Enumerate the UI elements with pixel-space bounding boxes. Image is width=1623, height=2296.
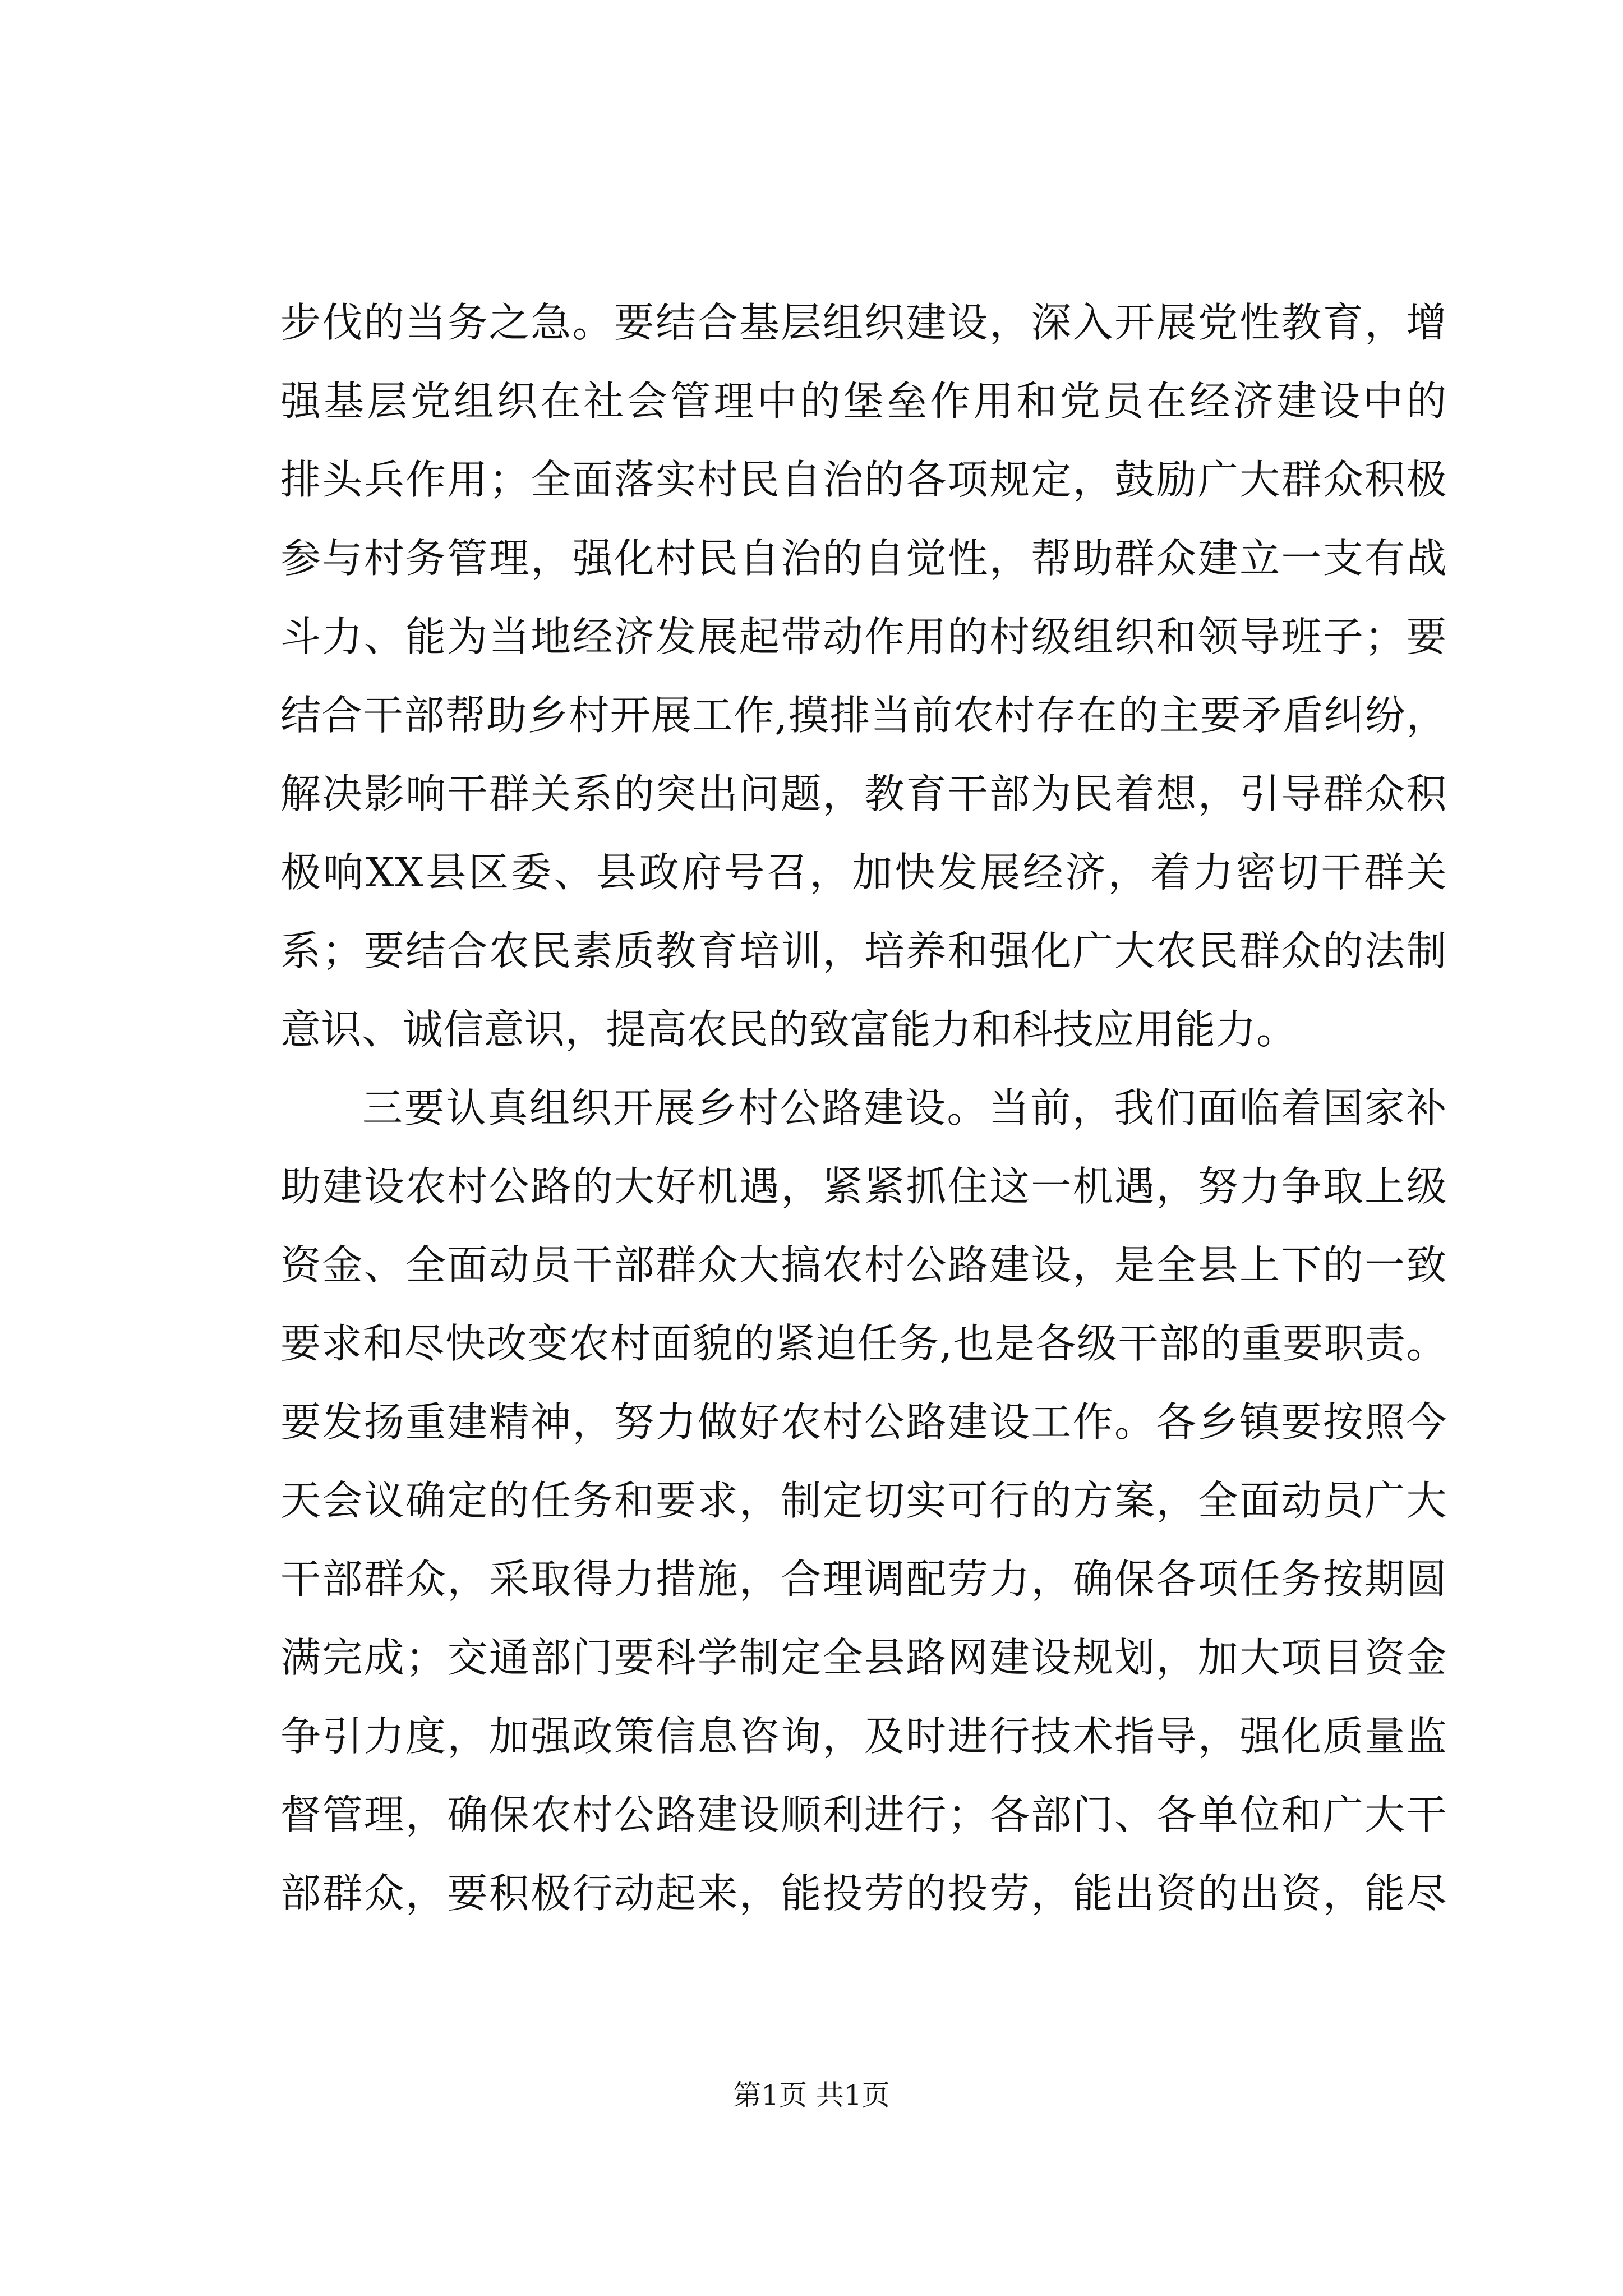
text-line: 参与村务管理，强化村民自治的自觉性，帮助群众建立一支有战 bbox=[280, 535, 1447, 582]
text-line: 排头兵作用；全面落实村民自治的各项规定，鼓励广大群众积极 bbox=[280, 456, 1447, 503]
text-line: 要发扬重建精神，努力做好农村公路建设工作。各乡镇要按照今 bbox=[280, 1398, 1447, 1446]
page-footer bbox=[0, 2076, 1623, 2115]
text-line: 天会议确定的任务和要求，制定切实可行的方案，全面动员广大 bbox=[280, 1477, 1447, 1524]
text-line: 强基层党组织在社会管理中的堡垒作用和党员在经济建设中的 bbox=[280, 378, 1447, 425]
body-text bbox=[280, 283, 1447, 1932]
text-line: 步伐的当务之急。要结合基层组织建设，深入开展党性教育，增 bbox=[280, 299, 1447, 346]
text-line: 意识、诚信意识，提高农民的致富能力和科技应用能力。 bbox=[280, 1006, 1297, 1053]
text-line: 助建设农村公路的大好机遇，紧紧抓住这一机遇，努力争取上级 bbox=[280, 1163, 1447, 1210]
page-number: 第1页 共1页 bbox=[733, 2079, 890, 2111]
text-line: 三要认真组织开展乡村公路建设。当前，我们面临着国家补 bbox=[362, 1084, 1447, 1131]
text-line: 争引力度，加强政策信息咨询，及时进行技术指导，强化质量监 bbox=[280, 1713, 1447, 1760]
text-line: 斗力、能为当地经济发展起带动作用的村级组织和领导班子；要 bbox=[280, 613, 1447, 660]
text-line: 极响XX县区委、县政府号召，加快发展经济，着力密切干群关 bbox=[280, 849, 1447, 896]
text-line: 督管理，确保农村公路建设顺利进行；各部门、各单位和广大干 bbox=[280, 1791, 1447, 1838]
text-line: 干部群众，采取得力措施，合理调配劳力，确保各项任务按期圆 bbox=[280, 1556, 1447, 1603]
text-line: 结合干部帮助乡村开展工作,摸排当前农村存在的主要矛盾纠纷， bbox=[280, 692, 1447, 739]
text-line: 部群众，要积极行动起来，能投劳的投劳，能出资的出资，能尽 bbox=[280, 1870, 1447, 1917]
text-line: 满完成；交通部门要科学制定全县路网建设规划，加大项目资金 bbox=[280, 1634, 1447, 1681]
text-line: 解决影响干群关系的突出问题，教育干部为民着想，引导群众积 bbox=[280, 770, 1447, 817]
text-line: 系；要结合农民素质教育培训，培养和强化广大农民群众的法制 bbox=[280, 927, 1447, 974]
text-line: 资金、全面动员干部群众大搞农村公路建设，是全县上下的一致 bbox=[280, 1241, 1447, 1289]
text-line: 要求和尽快改变农村面貌的紧迫任务,也是各级干部的重要职责。 bbox=[280, 1320, 1447, 1367]
